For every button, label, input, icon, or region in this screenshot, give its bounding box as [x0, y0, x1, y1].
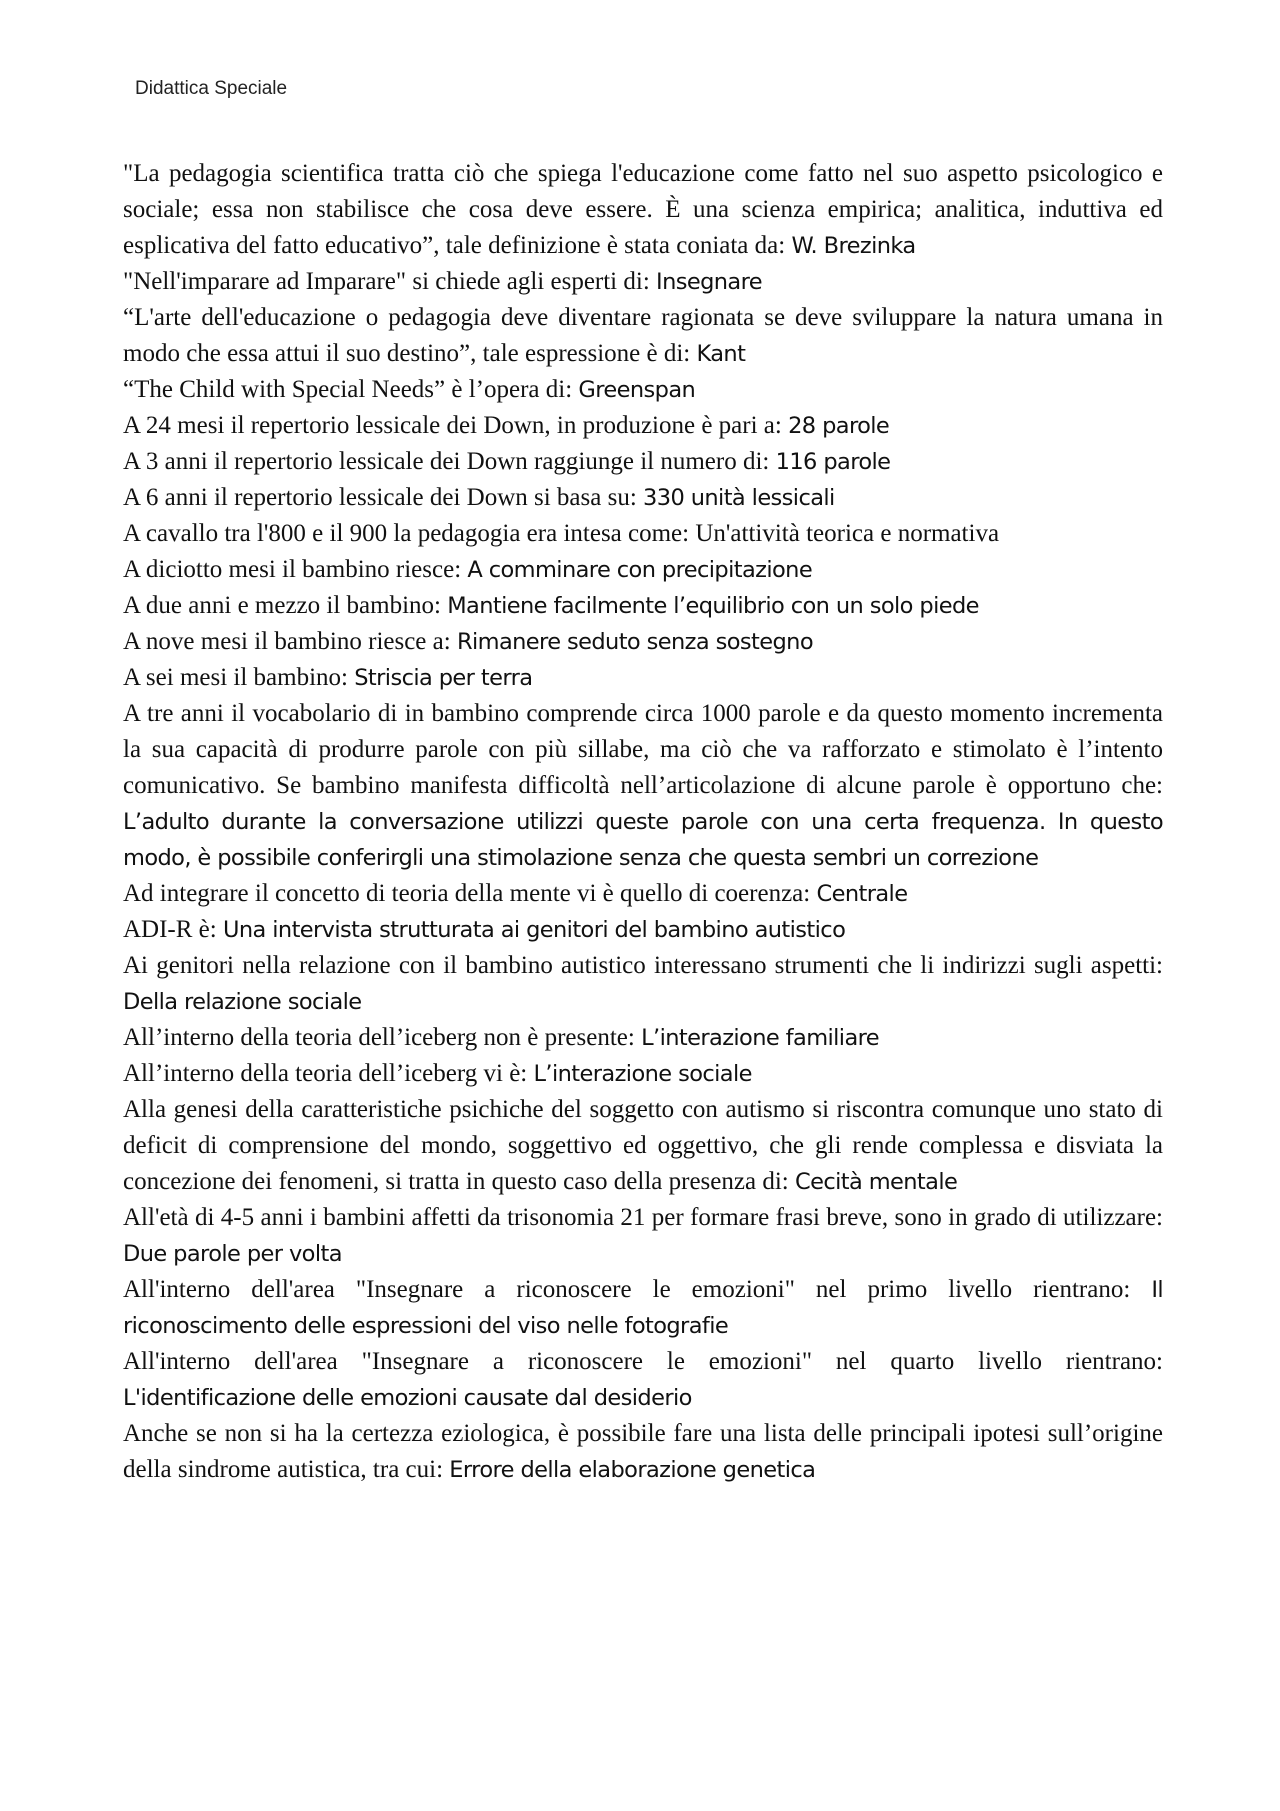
- answer-text: L’interazione sociale: [533, 1061, 752, 1087]
- question-text: A 6 anni il repertorio lessicale dei Down si basa su:: [123, 484, 637, 511]
- question-text: "Nell'imparare ad Imparare" si chiede agli esperti di:: [123, 268, 650, 295]
- question-text: All'interno dell'area "Insegnare a riconoscere le emozioni" nel quarto livello rientrano:: [123, 1348, 1163, 1375]
- qa-entry: [123, 660, 1163, 696]
- answer-text: L’interazione familiare: [641, 1025, 880, 1051]
- answer-text: 28 parole: [788, 413, 890, 439]
- answer-text: Due parole per volta: [123, 1241, 342, 1267]
- qa-entry: [123, 1020, 1163, 1056]
- question-text: All'età di 4-5 anni i bambini affetti da trisonomia 21 per formare frasi breve, sono in grado di utilizzare:: [123, 1204, 1163, 1231]
- question-text: All'interno dell'area "Insegnare a riconoscere le emozioni" nel primo livello rientrano:: [123, 1276, 1131, 1303]
- answer-text: L’adulto durante la conversazione utilizzi queste parole con una certa frequenza. In questo modo, è possibile conferirgli una stimolazione senza che questa sembri un correzione: [123, 809, 1163, 871]
- qa-entry: [123, 1416, 1163, 1488]
- question-text: All’interno della teoria dell’iceberg non è presente:: [123, 1024, 635, 1051]
- qa-entry: [123, 444, 1163, 480]
- qa-list: [123, 156, 1163, 1488]
- answer-text: Errore della elaborazione genetica: [449, 1457, 816, 1483]
- question-text: “L'arte dell'educazione o pedagogia deve diventare ragionata se deve sviluppare la natura umana in modo che essa attui il suo destino”, tale espressione è di:: [123, 304, 1163, 367]
- qa-entry: [123, 1092, 1163, 1200]
- question-text: “The Child with Special Needs” è l’opera di:: [123, 376, 573, 403]
- answer-text: Kant: [696, 341, 746, 367]
- qa-entry: [123, 156, 1163, 264]
- question-text: A nove mesi il bambino riesce a:: [123, 628, 451, 655]
- answer-text: Centrale: [816, 881, 908, 907]
- qa-entry: [123, 1344, 1163, 1416]
- qa-entry: [123, 372, 1163, 408]
- qa-entry: [123, 696, 1163, 876]
- question-text: Ai genitori nella relazione con il bambino autistico interessano strumenti che li indirizzi sugli aspetti:: [123, 952, 1163, 979]
- answer-text: Insegnare: [656, 269, 763, 295]
- qa-entry: [123, 408, 1163, 444]
- question-text: Ad integrare il concetto di teoria della mente vi è quello di coerenza:: [123, 880, 811, 907]
- answer-text: W. Brezinka: [791, 233, 916, 259]
- qa-entry: [123, 516, 1163, 552]
- question-text: ADI-R è:: [123, 916, 217, 943]
- qa-entry: [123, 552, 1163, 588]
- answer-text: Striscia per terra: [354, 665, 533, 691]
- qa-entry: [123, 300, 1163, 372]
- page-header: Didattica Speciale: [135, 78, 288, 99]
- question-text: A 3 anni il repertorio lessicale dei Down raggiunge il numero di:: [123, 448, 770, 475]
- qa-entry: [123, 1200, 1163, 1272]
- answer-text: Della relazione sociale: [123, 989, 362, 1015]
- answer-text: 116 parole: [775, 449, 891, 475]
- answer-text: Cecità mentale: [794, 1169, 958, 1195]
- question-text: Anche se non si ha la certezza eziologica, è possibile fare una lista delle principali ipotesi sull’origine della sindrome autistica, tra cui:: [123, 1420, 1163, 1483]
- qa-entry: [123, 948, 1163, 1020]
- question-text: A sei mesi il bambino:: [123, 664, 348, 691]
- question-text: A cavallo tra l'800 e il 900 la pedagogia era intesa come:: [123, 520, 690, 547]
- answer-text: Mantiene facilmente l’equilibrio con un solo piede: [447, 593, 979, 619]
- answer-text: A comminare con precipitazione: [467, 557, 813, 583]
- answer-text: Un'attività teorica e normativa: [695, 520, 1000, 547]
- question-text: Alla genesi della caratteristiche psichiche del soggetto con autismo si riscontra comunque uno stato di deficit di comprensione del mondo, soggettivo ed oggettivo, che gli rende complessa e disviata la concezione dei fenomeni, si tratta in questo caso della presenza di:: [123, 1096, 1163, 1195]
- answer-text: Greenspan: [578, 377, 696, 403]
- question-text: A 24 mesi il repertorio lessicale dei Down, in produzione è pari a:: [123, 412, 782, 439]
- answer-text: Il riconoscimento delle espressioni del viso nelle fotografie: [123, 1277, 1163, 1339]
- qa-entry: [123, 264, 1163, 300]
- qa-entry: [123, 1272, 1163, 1344]
- qa-entry: [123, 624, 1163, 660]
- answer-text: 330 unità lessicali: [643, 485, 835, 511]
- question-text: All’interno della teoria dell’iceberg vi è:: [123, 1060, 528, 1087]
- answer-text: L'identificazione delle emozioni causate dal desiderio: [123, 1385, 692, 1411]
- answer-text: Rimanere seduto senza sostegno: [456, 629, 814, 655]
- qa-entry: [123, 876, 1163, 912]
- qa-entry: [123, 480, 1163, 516]
- question-text: A tre anni il vocabolario di in bambino comprende circa 1000 parole e da questo momento incrementa la sua capacità di produrre parole con più sillabe, ma ciò che va rafforzato e stimolato è l’intento comunicativo. Se bambino manifesta difficoltà nell’articolazione di alcune parole è opportuno che:: [123, 700, 1163, 799]
- answer-text: Una intervista strutturata ai genitori del bambino autistico: [222, 917, 846, 943]
- qa-entry: [123, 1056, 1163, 1092]
- question-text: A diciotto mesi il bambino riesce:: [123, 556, 462, 583]
- question-text: "La pedagogia scientifica tratta ciò che spiega l'educazione come fatto nel suo aspetto psicologico e sociale; essa non stabilisce che cosa deve essere. È una scienza empirica; analitica, induttiva ed esplicativa del fatto educativo”, tale definizione è stata coniata da:: [123, 160, 1163, 259]
- qa-entry: [123, 588, 1163, 624]
- question-text: A due anni e mezzo il bambino:: [123, 592, 441, 619]
- qa-entry: [123, 912, 1163, 948]
